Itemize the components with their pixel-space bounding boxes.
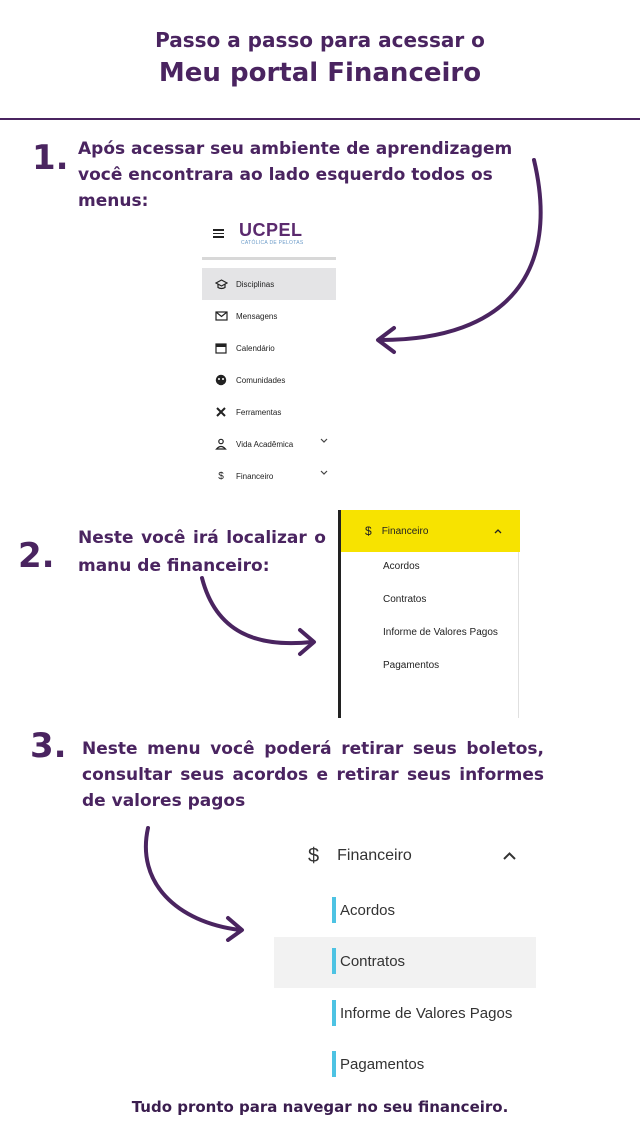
dollar-icon: $ [308, 844, 320, 867]
step-2-text: Neste você irá localizar o manu de financeiro: [78, 528, 326, 576]
menu-item-financeiro[interactable] [202, 460, 336, 492]
calendar-icon [214, 341, 228, 355]
submenu-item-pagamentos[interactable]: Pagamentos [383, 660, 440, 671]
submenu-item-contratos[interactable]: Contratos [383, 594, 427, 605]
submenu-label: Pagamentos [340, 1055, 425, 1073]
financeiro-menu-header-large[interactable] [308, 842, 528, 870]
menu-item-label: Comunidades [236, 375, 286, 385]
menu-divider [202, 257, 336, 260]
page-title: Meu portal Financeiro [158, 58, 482, 88]
submenu-item-acordos[interactable] [332, 896, 395, 924]
accent-bar [332, 1051, 336, 1077]
menu-item-vida-academica[interactable] [202, 428, 336, 460]
menu-item-calendario[interactable] [202, 332, 336, 364]
step-3-text: Neste menu você poderá retirar seus boletos, consultar seus acordos e retirar seus informes de valores pagos [82, 739, 544, 811]
financeiro-label: Financeiro [381, 525, 429, 537]
chevron-up-icon [503, 852, 516, 860]
menu-item-disciplinas[interactable] [202, 268, 336, 300]
chevron-up-icon [494, 528, 502, 534]
submenu-label: Acordos [340, 901, 396, 919]
envelope-icon [214, 309, 228, 323]
menu-item-label: Vida Acadêmica [236, 439, 294, 449]
menu-item-label: Financeiro [236, 471, 274, 481]
dollar-icon: $ [218, 470, 224, 482]
brand-logo[interactable]: UCPEL [239, 220, 303, 240]
submenu-item-pagamentos[interactable] [332, 1050, 424, 1078]
graduation-cap-icon [214, 277, 228, 291]
submenu-item-contratos[interactable] [332, 947, 405, 975]
menu-item-ferramentas[interactable] [202, 396, 336, 428]
accent-bar [332, 948, 336, 974]
step-2-number: 2. [18, 536, 55, 576]
step-2-arrow [196, 572, 326, 662]
person-icon [214, 437, 228, 451]
tools-icon [214, 405, 228, 419]
lms-sidebar-menu [202, 210, 338, 500]
submenu-item-informe[interactable] [332, 999, 512, 1027]
submenu-label: Contratos [340, 952, 406, 970]
header-divider [0, 118, 640, 120]
footer-text: Tudo pronto para navegar no seu financeiro. [131, 1098, 509, 1116]
menu-item-label: Calendário [236, 343, 275, 353]
submenu-item-informe[interactable]: Informe de Valores Pagos [383, 627, 498, 638]
menu-item-comunidades[interactable] [202, 364, 336, 396]
step-1-number: 1. [32, 138, 69, 178]
accent-bar [332, 897, 336, 923]
menu-item-label: Disciplinas [236, 279, 275, 289]
step-1-text: Após acessar seu ambiente de aprendizagem você encontrara ao lado esquerdo todos os menus: [78, 139, 513, 211]
dollar-icon: $ [365, 524, 372, 538]
accent-bar [332, 1000, 336, 1026]
brand-subtitle: CATÓLICA DE PELOTAS [241, 240, 304, 246]
submenu-item-acordos[interactable]: Acordos [383, 561, 420, 572]
menu-item-label: Ferramentas [236, 407, 282, 417]
chevron-down-icon [320, 438, 328, 444]
financeiro-menu-header[interactable] [341, 510, 520, 552]
financeiro-label: Financeiro [337, 847, 412, 864]
chevron-down-icon [320, 470, 328, 476]
financeiro-submenu-screenshot [338, 510, 520, 718]
menu-item-mensagens[interactable] [202, 300, 336, 332]
community-icon [214, 373, 228, 387]
step-3-number: 3. [30, 726, 67, 766]
step-1-arrow [360, 150, 560, 360]
submenu-label: Informe de Valores Pagos [340, 1004, 513, 1022]
menu-item-label: Mensagens [236, 311, 278, 321]
menu-right-border [518, 552, 519, 718]
page-subtitle: Passo a passo para acessar o [155, 28, 485, 52]
step-3-arrow [136, 822, 256, 942]
hamburger-icon[interactable] [213, 229, 224, 238]
